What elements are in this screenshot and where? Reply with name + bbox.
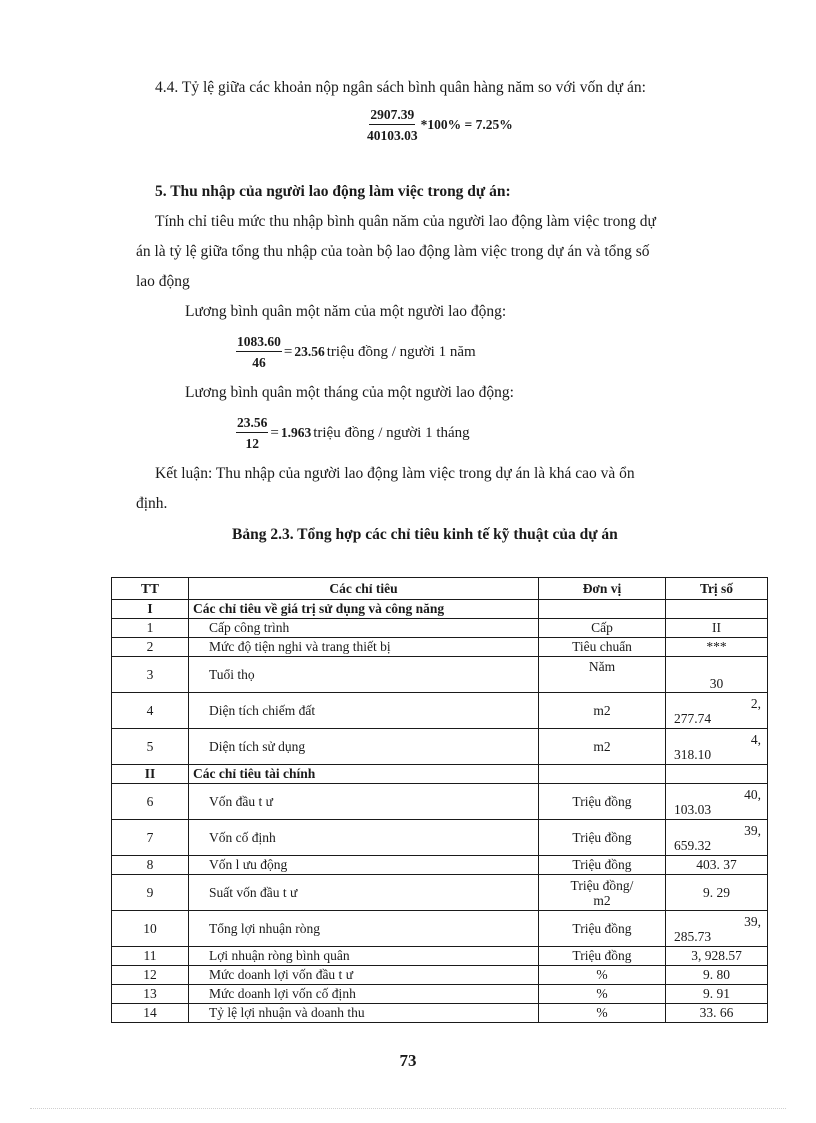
row-unit: m2 (539, 693, 666, 729)
table-row (112, 966, 768, 985)
row-unit: Cấp (539, 619, 666, 638)
table-row (112, 693, 768, 729)
row-name: Mức độ tiện nghi và trang thiết bị (189, 638, 539, 657)
formula-unit: triệu đồng / người 1 năm (326, 343, 476, 360)
table-row (112, 875, 768, 911)
row-unit: Triệu đồng (539, 947, 666, 966)
empty-cell (666, 765, 768, 784)
row-tt: 12 (112, 966, 189, 985)
row-unit: Tiêu chuẩn (539, 638, 666, 657)
row-unit: Triệu đồng (539, 820, 666, 856)
budget-ratio-formula (366, 106, 513, 144)
row-unit: Triệu đồng (539, 911, 666, 947)
row-name: Tỷ lệ lợi nhuận và doanh thu (189, 1004, 539, 1023)
row-unit: % (539, 985, 666, 1004)
unit-line: Triệu đồng/ (570, 877, 634, 893)
table-row (112, 784, 768, 820)
value-line: 103.03 (674, 801, 712, 817)
row-tt: 1 (112, 619, 189, 638)
row-name: Cấp công trình (189, 619, 539, 638)
page-bottom-divider (30, 1108, 786, 1109)
row-value (666, 729, 768, 765)
header-indicator: Các chỉ tiêu (189, 578, 539, 600)
table-row (112, 911, 768, 947)
value-line: 2, (750, 695, 761, 711)
row-tt: 6 (112, 784, 189, 820)
paragraph-line: lao động (136, 273, 190, 290)
row-name: Mức doanh lợi vốn cố định (189, 985, 539, 1004)
row-name: Tổng lợi nhuận ròng (189, 911, 539, 947)
row-value (666, 911, 768, 947)
row-name: Diện tích chiếm đất (189, 693, 539, 729)
row-tt: 7 (112, 820, 189, 856)
conclusion-line: Kết luận: Thu nhập của người lao động làm việc trong dự án là khá cao và ổn (155, 465, 635, 482)
row-value: 9. 91 (666, 985, 768, 1004)
table-header-row (112, 578, 768, 600)
table-row (112, 729, 768, 765)
monthly-salary-label: Lương bình quân một tháng của một người lao động: (185, 384, 514, 401)
formula-result: 1.963 (280, 425, 312, 440)
row-value: 9. 29 (666, 875, 768, 911)
row-name: Lợi nhuận ròng bình quân (189, 947, 539, 966)
row-value: 30 (666, 657, 768, 693)
row-unit: Triệu đồng (539, 856, 666, 875)
table-row (112, 820, 768, 856)
row-unit: m2 (539, 729, 666, 765)
row-name: Vốn cố định (189, 820, 539, 856)
formula-result: *100% = 7.25% (420, 117, 513, 132)
section-5-heading: 5. Thu nhập của người lao động làm việc trong dự án: (155, 183, 511, 200)
table-row (112, 856, 768, 875)
row-tt: 8 (112, 856, 189, 875)
paragraph-line: án là tỷ lệ giữa tổng thu nhập của toàn bộ lao động làm việc trong dự án và tổng số (136, 243, 650, 260)
formula-numerator: 23.56 (236, 414, 268, 433)
formula-result: 23.56 (294, 344, 325, 359)
row-value: 403. 37 (666, 856, 768, 875)
annual-salary-formula (236, 333, 476, 371)
page-number: 73 (399, 1051, 417, 1070)
group-tt: II (112, 765, 189, 784)
group-tt: I (112, 600, 189, 619)
value-line: 39, (744, 822, 761, 838)
unit-line: m2 (593, 892, 611, 908)
row-value: *** (666, 638, 768, 657)
group-row (112, 600, 768, 619)
formula-equals: = (283, 343, 293, 360)
section-4-4-heading: 4.4. Tỷ lệ giữa các khoản nộp ngân sách bình quân hàng năm so với vốn dự án: (155, 79, 646, 96)
row-name: Diện tích sử dụng (189, 729, 539, 765)
row-value: II (666, 619, 768, 638)
row-unit: Năm (539, 657, 666, 693)
row-tt: 10 (112, 911, 189, 947)
group-name: Các chỉ tiêu tài chính (189, 765, 539, 784)
value-line: 39, (744, 913, 761, 929)
annual-salary-label: Lương bình quân một năm của một người lao động: (185, 303, 507, 320)
row-tt: 3 (112, 657, 189, 693)
value-line: 4, (750, 731, 761, 747)
row-name: Mức doanh lợi vốn đầu t ư (189, 966, 539, 985)
table-row (112, 657, 768, 693)
row-value: 9. 80 (666, 966, 768, 985)
formula-numerator: 2907.39 (369, 106, 415, 125)
value-line: 40, (744, 786, 761, 802)
value-line: 318.10 (674, 746, 712, 762)
row-value: 3, 928.57 (666, 947, 768, 966)
value-line: 659.32 (674, 837, 712, 853)
header-tt: TT (112, 578, 189, 600)
header-unit: Đơn vị (539, 578, 666, 600)
table-row (112, 638, 768, 657)
table-caption: Bảng 2.3. Tổng hợp các chỉ tiêu kinh tế kỹ thuật của dự án (232, 526, 618, 543)
value-line: 285.73 (674, 928, 712, 944)
group-name: Các chỉ tiêu về giá trị sử dụng và công năng (189, 600, 539, 619)
row-name: Vốn l ưu động (189, 856, 539, 875)
formula-equals: = (270, 424, 279, 441)
row-tt: 14 (112, 1004, 189, 1023)
indicators-table (111, 577, 768, 1023)
group-row (112, 765, 768, 784)
formula-denominator: 12 (245, 436, 259, 451)
row-tt: 9 (112, 875, 189, 911)
row-name: Tuổi thọ (189, 657, 539, 693)
table-row (112, 947, 768, 966)
table-row (112, 619, 768, 638)
row-tt: 5 (112, 729, 189, 765)
empty-cell (666, 600, 768, 619)
row-tt: 2 (112, 638, 189, 657)
empty-cell (539, 765, 666, 784)
table-row (112, 1004, 768, 1023)
row-name: Vốn đầu t ư (189, 784, 539, 820)
row-unit: % (539, 966, 666, 985)
row-value: 33. 66 (666, 1004, 768, 1023)
row-unit: % (539, 1004, 666, 1023)
formula-unit: triệu đồng / người 1 tháng (313, 424, 470, 441)
row-tt: 4 (112, 693, 189, 729)
row-name: Suất vốn đầu t ư (189, 875, 539, 911)
row-tt: 11 (112, 947, 189, 966)
formula-denominator: 40103.03 (367, 128, 418, 143)
formula-numerator: 1083.60 (236, 333, 282, 352)
row-tt: 13 (112, 985, 189, 1004)
header-value: Trị số (666, 578, 768, 600)
monthly-salary-formula (236, 414, 470, 452)
formula-denominator: 46 (252, 355, 266, 370)
row-value (666, 693, 768, 729)
row-value (666, 820, 768, 856)
paragraph-line: Tính chỉ tiêu mức thu nhập bình quân năm của người lao động làm việc trong dự (155, 213, 656, 230)
value-line: 277.74 (674, 710, 712, 726)
table-row (112, 985, 768, 1004)
row-unit (539, 875, 666, 911)
empty-cell (539, 600, 666, 619)
conclusion-line: định. (136, 495, 168, 512)
row-unit: Triệu đồng (539, 784, 666, 820)
row-value (666, 784, 768, 820)
